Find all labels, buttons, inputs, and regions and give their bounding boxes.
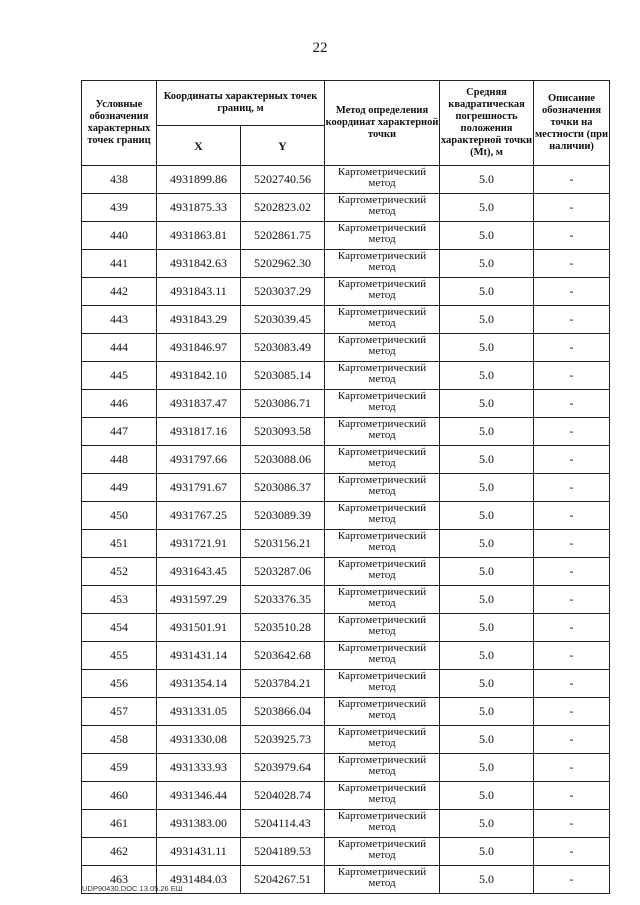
method-line-2: метод xyxy=(368,540,396,553)
point-cell: 446 xyxy=(82,390,157,418)
y-coordinate-cell: 5204189.53 xyxy=(241,838,325,866)
point-cell: 448 xyxy=(82,446,157,474)
description-cell: - xyxy=(534,334,610,362)
accuracy-cell: 5.0 xyxy=(440,642,534,670)
description-cell: - xyxy=(534,866,610,894)
table-row xyxy=(82,250,610,278)
accuracy-cell: 5.0 xyxy=(440,502,534,530)
x-coordinate-cell: 4931501.91 xyxy=(157,614,241,642)
accuracy-cell: 5.0 xyxy=(440,334,534,362)
point-cell: 454 xyxy=(82,614,157,642)
method-cell xyxy=(325,586,440,614)
table-row xyxy=(82,838,610,866)
y-coordinate-cell: 5203039.45 xyxy=(241,306,325,334)
x-coordinate-cell: 4931330.08 xyxy=(157,726,241,754)
table-row xyxy=(82,194,610,222)
method-cell xyxy=(325,698,440,726)
point-cell: 443 xyxy=(82,306,157,334)
x-coordinate-cell: 4931837.47 xyxy=(157,390,241,418)
table-body xyxy=(82,166,610,894)
method-cell xyxy=(325,222,440,250)
x-coordinate-cell: 4931597.29 xyxy=(157,586,241,614)
point-cell: 451 xyxy=(82,530,157,558)
method-line-2: метод xyxy=(368,708,396,721)
table-row xyxy=(82,726,610,754)
accuracy-cell: 5.0 xyxy=(440,166,534,194)
y-coordinate-cell: 5203037.29 xyxy=(241,278,325,306)
header-method: Метод определения координат характерной точки xyxy=(325,81,440,166)
y-coordinate-cell: 5203866.04 xyxy=(241,698,325,726)
y-coordinate-cell: 5202861.75 xyxy=(241,222,325,250)
description-cell: - xyxy=(534,362,610,390)
y-coordinate-cell: 5203642.68 xyxy=(241,642,325,670)
description-cell: - xyxy=(534,782,610,810)
method-line-1: Картометрический xyxy=(337,446,427,458)
y-coordinate-cell: 5203086.71 xyxy=(241,390,325,418)
method-line-2: метод xyxy=(368,764,396,777)
table-row xyxy=(82,502,610,530)
table-row xyxy=(82,642,610,670)
method-cell xyxy=(325,558,440,586)
method-line-1: Картометрический xyxy=(337,418,427,430)
accuracy-cell: 5.0 xyxy=(440,194,534,222)
method-line-2: метод xyxy=(368,512,396,525)
header-description: Описание обозначения точки на местности (при наличии) xyxy=(534,81,610,166)
method-cell xyxy=(325,334,440,362)
accuracy-cell: 5.0 xyxy=(440,250,534,278)
accuracy-cell: 5.0 xyxy=(440,670,534,698)
method-line-2: метод xyxy=(368,624,396,637)
method-line-2: метод xyxy=(368,428,396,441)
header-coordinates: Координаты характерных точек границ, м xyxy=(157,81,325,126)
method-cell xyxy=(325,390,440,418)
description-cell: - xyxy=(534,670,610,698)
point-cell: 444 xyxy=(82,334,157,362)
accuracy-cell: 5.0 xyxy=(440,278,534,306)
table-row xyxy=(82,810,610,838)
point-cell: 452 xyxy=(82,558,157,586)
x-coordinate-cell: 4931842.63 xyxy=(157,250,241,278)
method-line-1: Картометрический xyxy=(337,194,427,206)
header-x: X xyxy=(157,126,241,166)
document-footer: UDP90430.DOC 13.05.26 ЕШ xyxy=(82,884,183,893)
y-coordinate-cell: 5203086.37 xyxy=(241,474,325,502)
table-row xyxy=(82,306,610,334)
method-cell xyxy=(325,838,440,866)
x-coordinate-cell: 4931797.66 xyxy=(157,446,241,474)
accuracy-cell: 5.0 xyxy=(440,390,534,418)
description-cell: - xyxy=(534,474,610,502)
x-coordinate-cell: 4931843.11 xyxy=(157,278,241,306)
point-cell: 459 xyxy=(82,754,157,782)
accuracy-cell: 5.0 xyxy=(440,530,534,558)
table-row xyxy=(82,222,610,250)
accuracy-cell: 5.0 xyxy=(440,726,534,754)
method-line-1: Картометрический xyxy=(337,614,427,626)
y-coordinate-cell: 5203376.35 xyxy=(241,586,325,614)
accuracy-cell: 5.0 xyxy=(440,306,534,334)
method-line-1: Картометрический xyxy=(337,782,427,794)
description-cell: - xyxy=(534,530,610,558)
point-cell: 439 xyxy=(82,194,157,222)
method-cell xyxy=(325,194,440,222)
table-row xyxy=(82,334,610,362)
accuracy-cell: 5.0 xyxy=(440,586,534,614)
y-coordinate-cell: 5203979.64 xyxy=(241,754,325,782)
method-cell xyxy=(325,418,440,446)
x-coordinate-cell: 4931875.33 xyxy=(157,194,241,222)
accuracy-cell: 5.0 xyxy=(440,474,534,502)
table-row xyxy=(82,362,610,390)
accuracy-cell: 5.0 xyxy=(440,698,534,726)
table-row xyxy=(82,530,610,558)
x-coordinate-cell: 4931333.93 xyxy=(157,754,241,782)
y-coordinate-cell: 5203925.73 xyxy=(241,726,325,754)
point-cell: 455 xyxy=(82,642,157,670)
table-row xyxy=(82,586,610,614)
y-coordinate-cell: 5203093.58 xyxy=(241,418,325,446)
x-coordinate-cell: 4931863.81 xyxy=(157,222,241,250)
description-cell: - xyxy=(534,810,610,838)
x-coordinate-cell: 4931843.29 xyxy=(157,306,241,334)
table-row xyxy=(82,418,610,446)
method-line-2: метод xyxy=(368,568,396,581)
y-coordinate-cell: 5203156.21 xyxy=(241,530,325,558)
method-cell xyxy=(325,250,440,278)
method-cell xyxy=(325,754,440,782)
point-cell: 453 xyxy=(82,586,157,614)
accuracy-cell: 5.0 xyxy=(440,362,534,390)
y-coordinate-cell: 5204028.74 xyxy=(241,782,325,810)
method-line-1: Картометрический xyxy=(337,390,427,402)
description-cell: - xyxy=(534,614,610,642)
method-line-1: Картометрический xyxy=(337,334,427,346)
y-coordinate-cell: 5203089.39 xyxy=(241,502,325,530)
x-coordinate-cell: 4931842.10 xyxy=(157,362,241,390)
description-cell: - xyxy=(534,754,610,782)
method-line-2: метод xyxy=(368,316,396,329)
method-cell xyxy=(325,642,440,670)
method-line-2: метод xyxy=(368,344,396,357)
method-line-2: метод xyxy=(368,176,396,189)
method-cell xyxy=(325,726,440,754)
x-coordinate-cell: 4931484.03 xyxy=(157,866,241,894)
method-line-2: метод xyxy=(368,484,396,497)
method-cell xyxy=(325,782,440,810)
method-line-1: Картометрический xyxy=(337,754,427,766)
table-row xyxy=(82,782,610,810)
point-cell: 445 xyxy=(82,362,157,390)
x-coordinate-cell: 4931431.14 xyxy=(157,642,241,670)
point-cell: 461 xyxy=(82,810,157,838)
method-line-2: метод xyxy=(368,372,396,385)
method-line-2: метод xyxy=(368,596,396,609)
method-line-1: Картометрический xyxy=(337,502,427,514)
x-coordinate-cell: 4931346.44 xyxy=(157,782,241,810)
accuracy-cell: 5.0 xyxy=(440,558,534,586)
point-cell: 456 xyxy=(82,670,157,698)
method-line-2: метод xyxy=(368,680,396,693)
table-row xyxy=(82,614,610,642)
method-line-2: метод xyxy=(368,848,396,861)
method-line-1: Картометрический xyxy=(337,810,427,822)
method-line-1: Картометрический xyxy=(337,670,427,682)
point-cell: 449 xyxy=(82,474,157,502)
point-cell: 450 xyxy=(82,502,157,530)
method-line-1: Картометрический xyxy=(337,558,427,570)
method-line-1: Картометрический xyxy=(337,726,427,738)
method-cell xyxy=(325,446,440,474)
x-coordinate-cell: 4931431.11 xyxy=(157,838,241,866)
method-line-1: Картометрический xyxy=(337,586,427,598)
x-coordinate-cell: 4931354.14 xyxy=(157,670,241,698)
description-cell: - xyxy=(534,418,610,446)
method-line-2: метод xyxy=(368,260,396,273)
x-coordinate-cell: 4931383.00 xyxy=(157,810,241,838)
header-y: Y xyxy=(241,126,325,166)
point-cell: 458 xyxy=(82,726,157,754)
method-line-1: Картометрический xyxy=(337,642,427,654)
table-row xyxy=(82,474,610,502)
description-cell: - xyxy=(534,194,610,222)
x-coordinate-cell: 4931899.86 xyxy=(157,166,241,194)
method-cell xyxy=(325,278,440,306)
x-coordinate-cell: 4931643.45 xyxy=(157,558,241,586)
accuracy-cell: 5.0 xyxy=(440,810,534,838)
method-cell xyxy=(325,810,440,838)
header-accuracy: Средняя квадратическая погрешность положения характерной точки (Mt), м xyxy=(440,81,534,166)
method-line-2: метод xyxy=(368,792,396,805)
method-line-1: Картометрический xyxy=(337,278,427,290)
description-cell: - xyxy=(534,642,610,670)
y-coordinate-cell: 5203085.14 xyxy=(241,362,325,390)
y-coordinate-cell: 5202823.02 xyxy=(241,194,325,222)
method-line-1: Картометрический xyxy=(337,166,427,178)
method-line-2: метод xyxy=(368,652,396,665)
method-line-2: метод xyxy=(368,456,396,469)
accuracy-cell: 5.0 xyxy=(440,418,534,446)
description-cell: - xyxy=(534,306,610,334)
method-cell xyxy=(325,306,440,334)
method-line-2: метод xyxy=(368,204,396,217)
description-cell: - xyxy=(534,838,610,866)
method-cell xyxy=(325,474,440,502)
table-row xyxy=(82,698,610,726)
description-cell: - xyxy=(534,586,610,614)
point-cell: 440 xyxy=(82,222,157,250)
point-cell: 441 xyxy=(82,250,157,278)
y-coordinate-cell: 5203088.06 xyxy=(241,446,325,474)
table-row xyxy=(82,754,610,782)
y-coordinate-cell: 5203784.21 xyxy=(241,670,325,698)
table-row xyxy=(82,558,610,586)
accuracy-cell: 5.0 xyxy=(440,782,534,810)
accuracy-cell: 5.0 xyxy=(440,866,534,894)
accuracy-cell: 5.0 xyxy=(440,222,534,250)
method-cell xyxy=(325,530,440,558)
x-coordinate-cell: 4931817.16 xyxy=(157,418,241,446)
accuracy-cell: 5.0 xyxy=(440,446,534,474)
method-cell xyxy=(325,166,440,194)
table-row xyxy=(82,390,610,418)
point-cell: 460 xyxy=(82,782,157,810)
description-cell: - xyxy=(534,446,610,474)
table-row xyxy=(82,446,610,474)
table-row xyxy=(82,278,610,306)
y-coordinate-cell: 5203083.49 xyxy=(241,334,325,362)
x-coordinate-cell: 4931846.97 xyxy=(157,334,241,362)
method-cell xyxy=(325,614,440,642)
description-cell: - xyxy=(534,726,610,754)
method-line-1: Картометрический xyxy=(337,866,427,878)
description-cell: - xyxy=(534,166,610,194)
method-line-2: метод xyxy=(368,288,396,301)
point-cell: 462 xyxy=(82,838,157,866)
description-cell: - xyxy=(534,698,610,726)
y-coordinate-cell: 5203287.06 xyxy=(241,558,325,586)
method-line-1: Картометрический xyxy=(337,306,427,318)
method-line-1: Картометрический xyxy=(337,474,427,486)
method-cell xyxy=(325,670,440,698)
method-line-2: метод xyxy=(368,736,396,749)
y-coordinate-cell: 5202962.30 xyxy=(241,250,325,278)
description-cell: - xyxy=(534,250,610,278)
accuracy-cell: 5.0 xyxy=(440,838,534,866)
method-line-2: метод xyxy=(368,876,396,889)
y-coordinate-cell: 5204267.51 xyxy=(241,866,325,894)
table-row xyxy=(82,166,610,194)
y-coordinate-cell: 5202740.56 xyxy=(241,166,325,194)
point-cell: 442 xyxy=(82,278,157,306)
x-coordinate-cell: 4931791.67 xyxy=(157,474,241,502)
method-line-1: Картометрический xyxy=(337,530,427,542)
description-cell: - xyxy=(534,390,610,418)
method-line-2: метод xyxy=(368,232,396,245)
table-row xyxy=(82,670,610,698)
method-line-1: Картометрический xyxy=(337,838,427,850)
y-coordinate-cell: 5203510.28 xyxy=(241,614,325,642)
point-cell: 447 xyxy=(82,418,157,446)
page-number: 22 xyxy=(312,40,328,56)
description-cell: - xyxy=(534,502,610,530)
point-cell: 463 xyxy=(82,866,157,894)
method-line-2: метод xyxy=(368,400,396,413)
method-cell xyxy=(325,866,440,894)
description-cell: - xyxy=(534,222,610,250)
accuracy-cell: 5.0 xyxy=(440,754,534,782)
point-cell: 457 xyxy=(82,698,157,726)
header-point-designation: Условные обозначения характерных точек границ xyxy=(82,81,157,166)
x-coordinate-cell: 4931331.05 xyxy=(157,698,241,726)
y-coordinate-cell: 5204114.43 xyxy=(241,810,325,838)
description-cell: - xyxy=(534,558,610,586)
method-line-1: Картометрический xyxy=(337,222,427,234)
method-line-2: метод xyxy=(368,820,396,833)
description-cell: - xyxy=(534,278,610,306)
method-line-1: Картометрический xyxy=(337,698,427,710)
accuracy-cell: 5.0 xyxy=(440,614,534,642)
method-line-1: Картометрический xyxy=(337,362,427,374)
x-coordinate-cell: 4931767.25 xyxy=(157,502,241,530)
x-coordinate-cell: 4931721.91 xyxy=(157,530,241,558)
point-cell: 438 xyxy=(82,166,157,194)
method-line-1: Картометрический xyxy=(337,250,427,262)
method-cell xyxy=(325,502,440,530)
method-cell xyxy=(325,362,440,390)
coordinates-table xyxy=(81,80,610,894)
